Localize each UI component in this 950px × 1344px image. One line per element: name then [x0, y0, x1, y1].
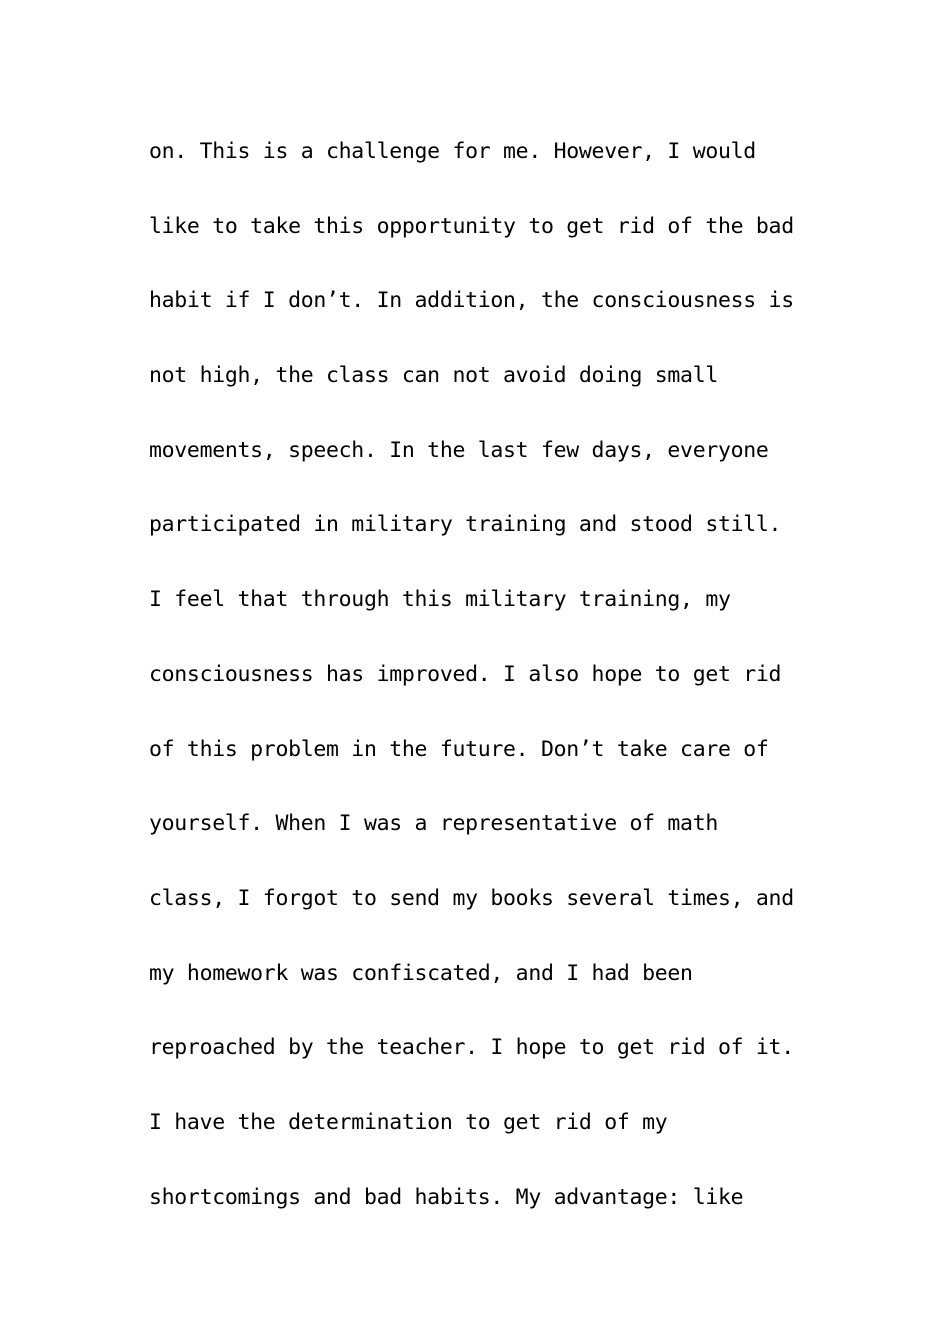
text-line: consciousness has improved. I also hope to get rid: [149, 661, 782, 687]
text-line: not high, the class can not avoid doing small: [149, 363, 718, 389]
text-line: I feel that through this military training, my: [149, 587, 731, 613]
text-line: I have the determination to get rid of my: [149, 1109, 668, 1135]
text-line: of this problem in the future. Don’t take care of: [149, 736, 769, 762]
text-line: class, I forgot to send my books several times, and: [149, 885, 794, 911]
text-line: habit if I don’t. In addition, the consciousness is: [149, 288, 794, 314]
body-text: [149, 133, 849, 1253]
text-line: participated in military training and stood still.: [149, 512, 782, 538]
text-line: shortcomings and bad habits. My advantage: like: [149, 1184, 744, 1210]
text-line: reproached by the teacher. I hope to get rid of it.: [149, 1035, 794, 1061]
text-line: on. This is a challenge for me. However, I would: [149, 139, 756, 164]
text-line: like to take this opportunity to get rid of the bad: [149, 213, 794, 239]
text-line: my homework was confiscated, and I had been: [149, 960, 693, 986]
text-line: yourself. When I was a representative of math: [149, 811, 718, 837]
text-line: movements, speech. In the last few days, everyone: [149, 437, 769, 463]
